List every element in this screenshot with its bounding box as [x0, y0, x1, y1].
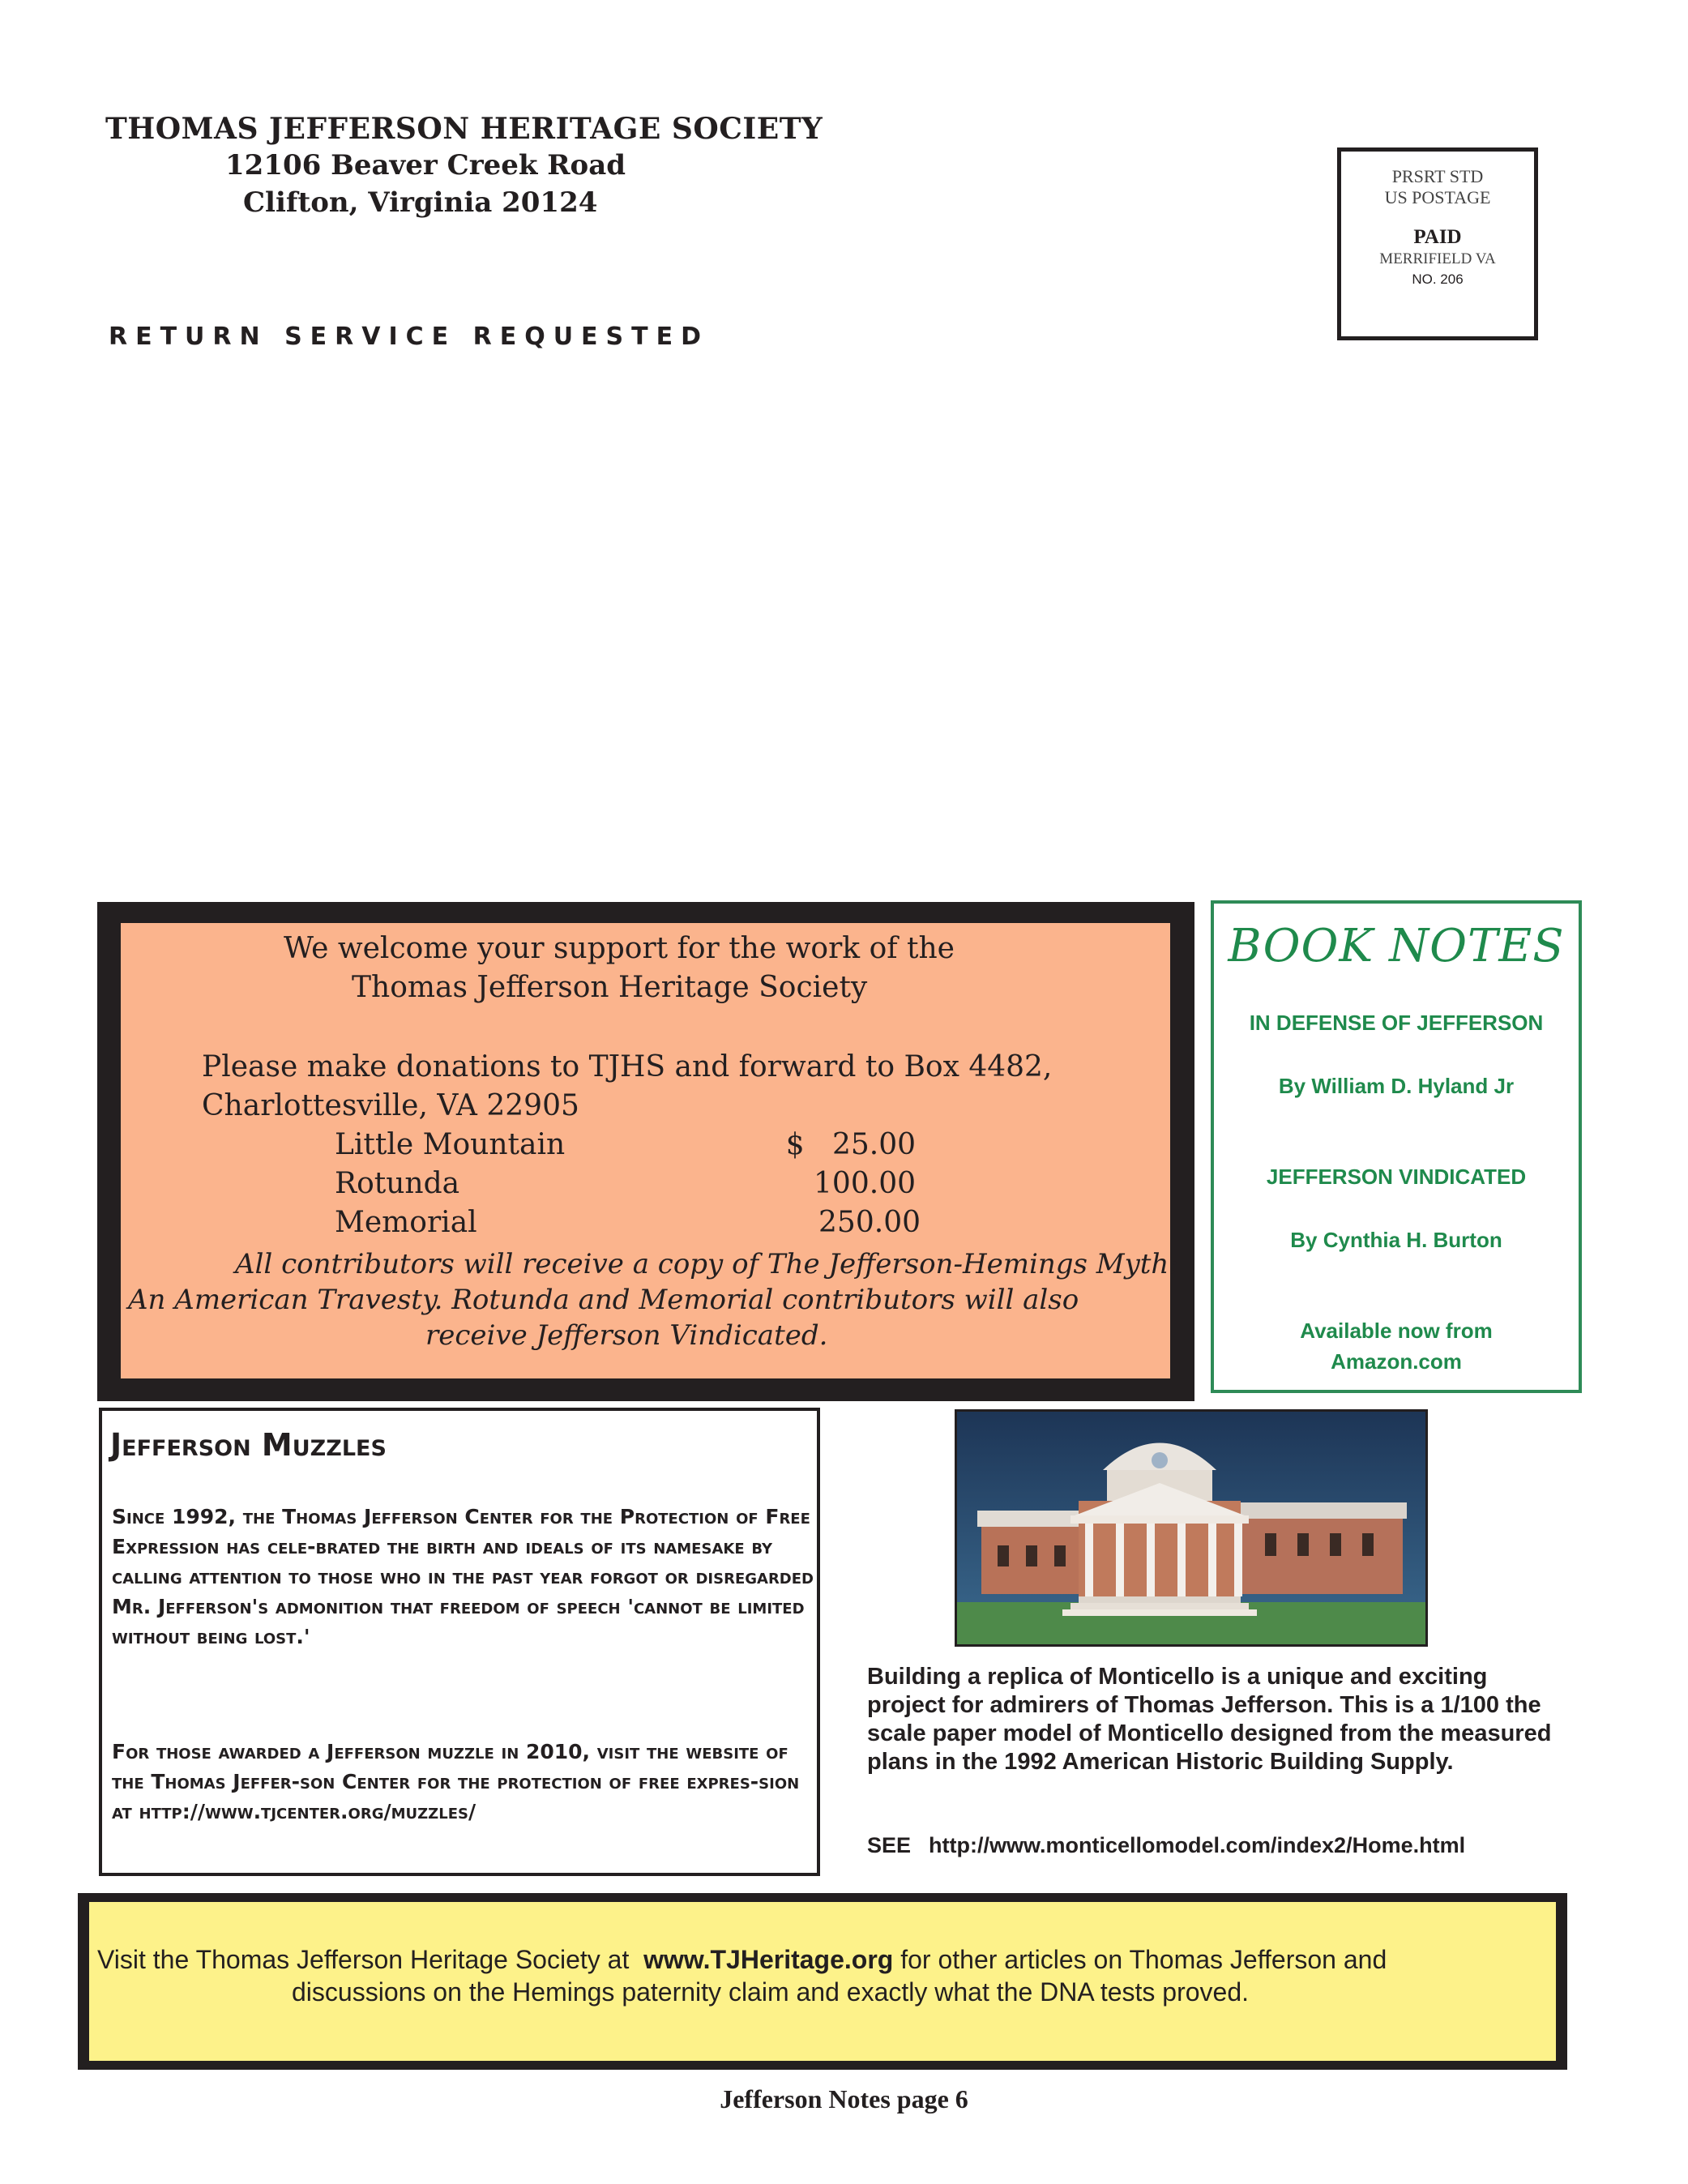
- tier-name: Little Mountain: [335, 1128, 566, 1161]
- book-2-author: By Cynthia H. Burton: [1290, 1228, 1502, 1252]
- tier-amount: 100.00: [814, 1167, 916, 1200]
- monticello-url-link[interactable]: http://www.monticellomodel.com/index2/Home.html: [929, 1833, 1466, 1857]
- donation-welcome-2: Thomas Jefferson Heritage Society: [352, 971, 868, 1004]
- donation-note-3: receive Jefferson Vindicated.: [425, 1319, 828, 1352]
- postage-line-1: PRSRT STD: [1391, 166, 1484, 186]
- postage-location: MERRIFIELD VA: [1379, 250, 1496, 267]
- tier-amount: 250.00: [818, 1206, 921, 1239]
- postage-paid: PAID: [1413, 226, 1462, 248]
- visit-text-post: for other articles on Thomas Jefferson and: [893, 1945, 1387, 1974]
- donation-welcome-1: We welcome your support for the work of the: [284, 932, 955, 965]
- org-name: THOMAS JEFFERSON HERITAGE SOCIETY: [105, 112, 823, 146]
- book-1-title: IN DEFENSE OF JEFFERSON: [1249, 1011, 1544, 1035]
- visit-text-pre: Visit the Thomas Jefferson Heritage Society at: [97, 1945, 644, 1974]
- org-city: Clifton, Virginia 20124: [243, 186, 598, 219]
- visit-line-2: discussions on the Hemings paternity claim and exactly what the DNA tests proved.: [292, 1977, 1250, 2007]
- tier-amount: $ 25.00: [785, 1128, 916, 1161]
- tier-name: Memorial: [335, 1206, 477, 1239]
- postage-permit: NO. 206: [1412, 271, 1464, 287]
- page-footer: Jefferson Notes page 6: [720, 2084, 968, 2113]
- book-notes-title: BOOK NOTES: [1228, 920, 1565, 972]
- return-service-line: RETURN SERVICE REQUESTED: [109, 323, 710, 351]
- monticello-model-photo: [955, 1409, 1428, 1647]
- book-1-author: By William D. Hyland Jr: [1278, 1074, 1515, 1098]
- see-label: SEE: [867, 1833, 912, 1857]
- monticello-see-line: [867, 1833, 1465, 1858]
- monticello-caption: Building a replica of Monticello is a unique and exciting project for admirers of Thomas Jefferson. This is a 1/100 the scale paper model of Monticello designed from the measured plans in the 1992 American Historic Building Supply.: [867, 1664, 1552, 1775]
- muzzles-paragraph-1: Since 1992, the Thomas Jefferson Center for the Protection of Free Expression has cele-brated the birth and ideals of its namesake by calling attention to those who in the past year forgot or disregarded Mr. Jefferson's admonition that freedom of speech 'cannot be limited without being lost.': [112, 1505, 814, 1648]
- book-2-title: JEFFERSON VINDICATED: [1266, 1165, 1527, 1189]
- donation-instructions-1: Please make donations to TJHS and forward to Box 4482,: [202, 1050, 1053, 1083]
- donation-note-2: An American Travesty. Rotunda and Memorial contributors will also: [128, 1284, 1079, 1316]
- org-street: 12106 Beaver Creek Road: [225, 149, 626, 182]
- postage-indicia: [1337, 147, 1538, 340]
- muzzles-box: [99, 1408, 820, 1876]
- monticello-illustration: [957, 1412, 1425, 1644]
- muzzles-paragraph-2: For those awarded a Jefferson muzzle in 2010, visit the website of the Thomas Jeffer-son Center for the protection of free expres-sion at http://www.tjcenter.org/muzzles/: [112, 1740, 800, 1823]
- tier-name: Rotunda: [335, 1167, 460, 1200]
- donation-note-1: All contributors will receive a copy of The Jefferson-Hemings Myth:: [235, 1248, 1178, 1280]
- availability-line-2: Amazon.com: [1331, 1349, 1462, 1374]
- tjheritage-link[interactable]: www.TJHeritage.org: [643, 1945, 894, 1974]
- visit-line-1: [97, 1945, 1387, 1975]
- postage-line-2: US POSTAGE: [1384, 187, 1491, 207]
- book-notes-box: [1211, 900, 1582, 1393]
- donation-instructions-2: Charlottesville, VA 22905: [202, 1089, 579, 1122]
- availability-line-1: Available now from: [1300, 1319, 1493, 1343]
- muzzles-title: Jefferson Muzzles: [110, 1427, 387, 1463]
